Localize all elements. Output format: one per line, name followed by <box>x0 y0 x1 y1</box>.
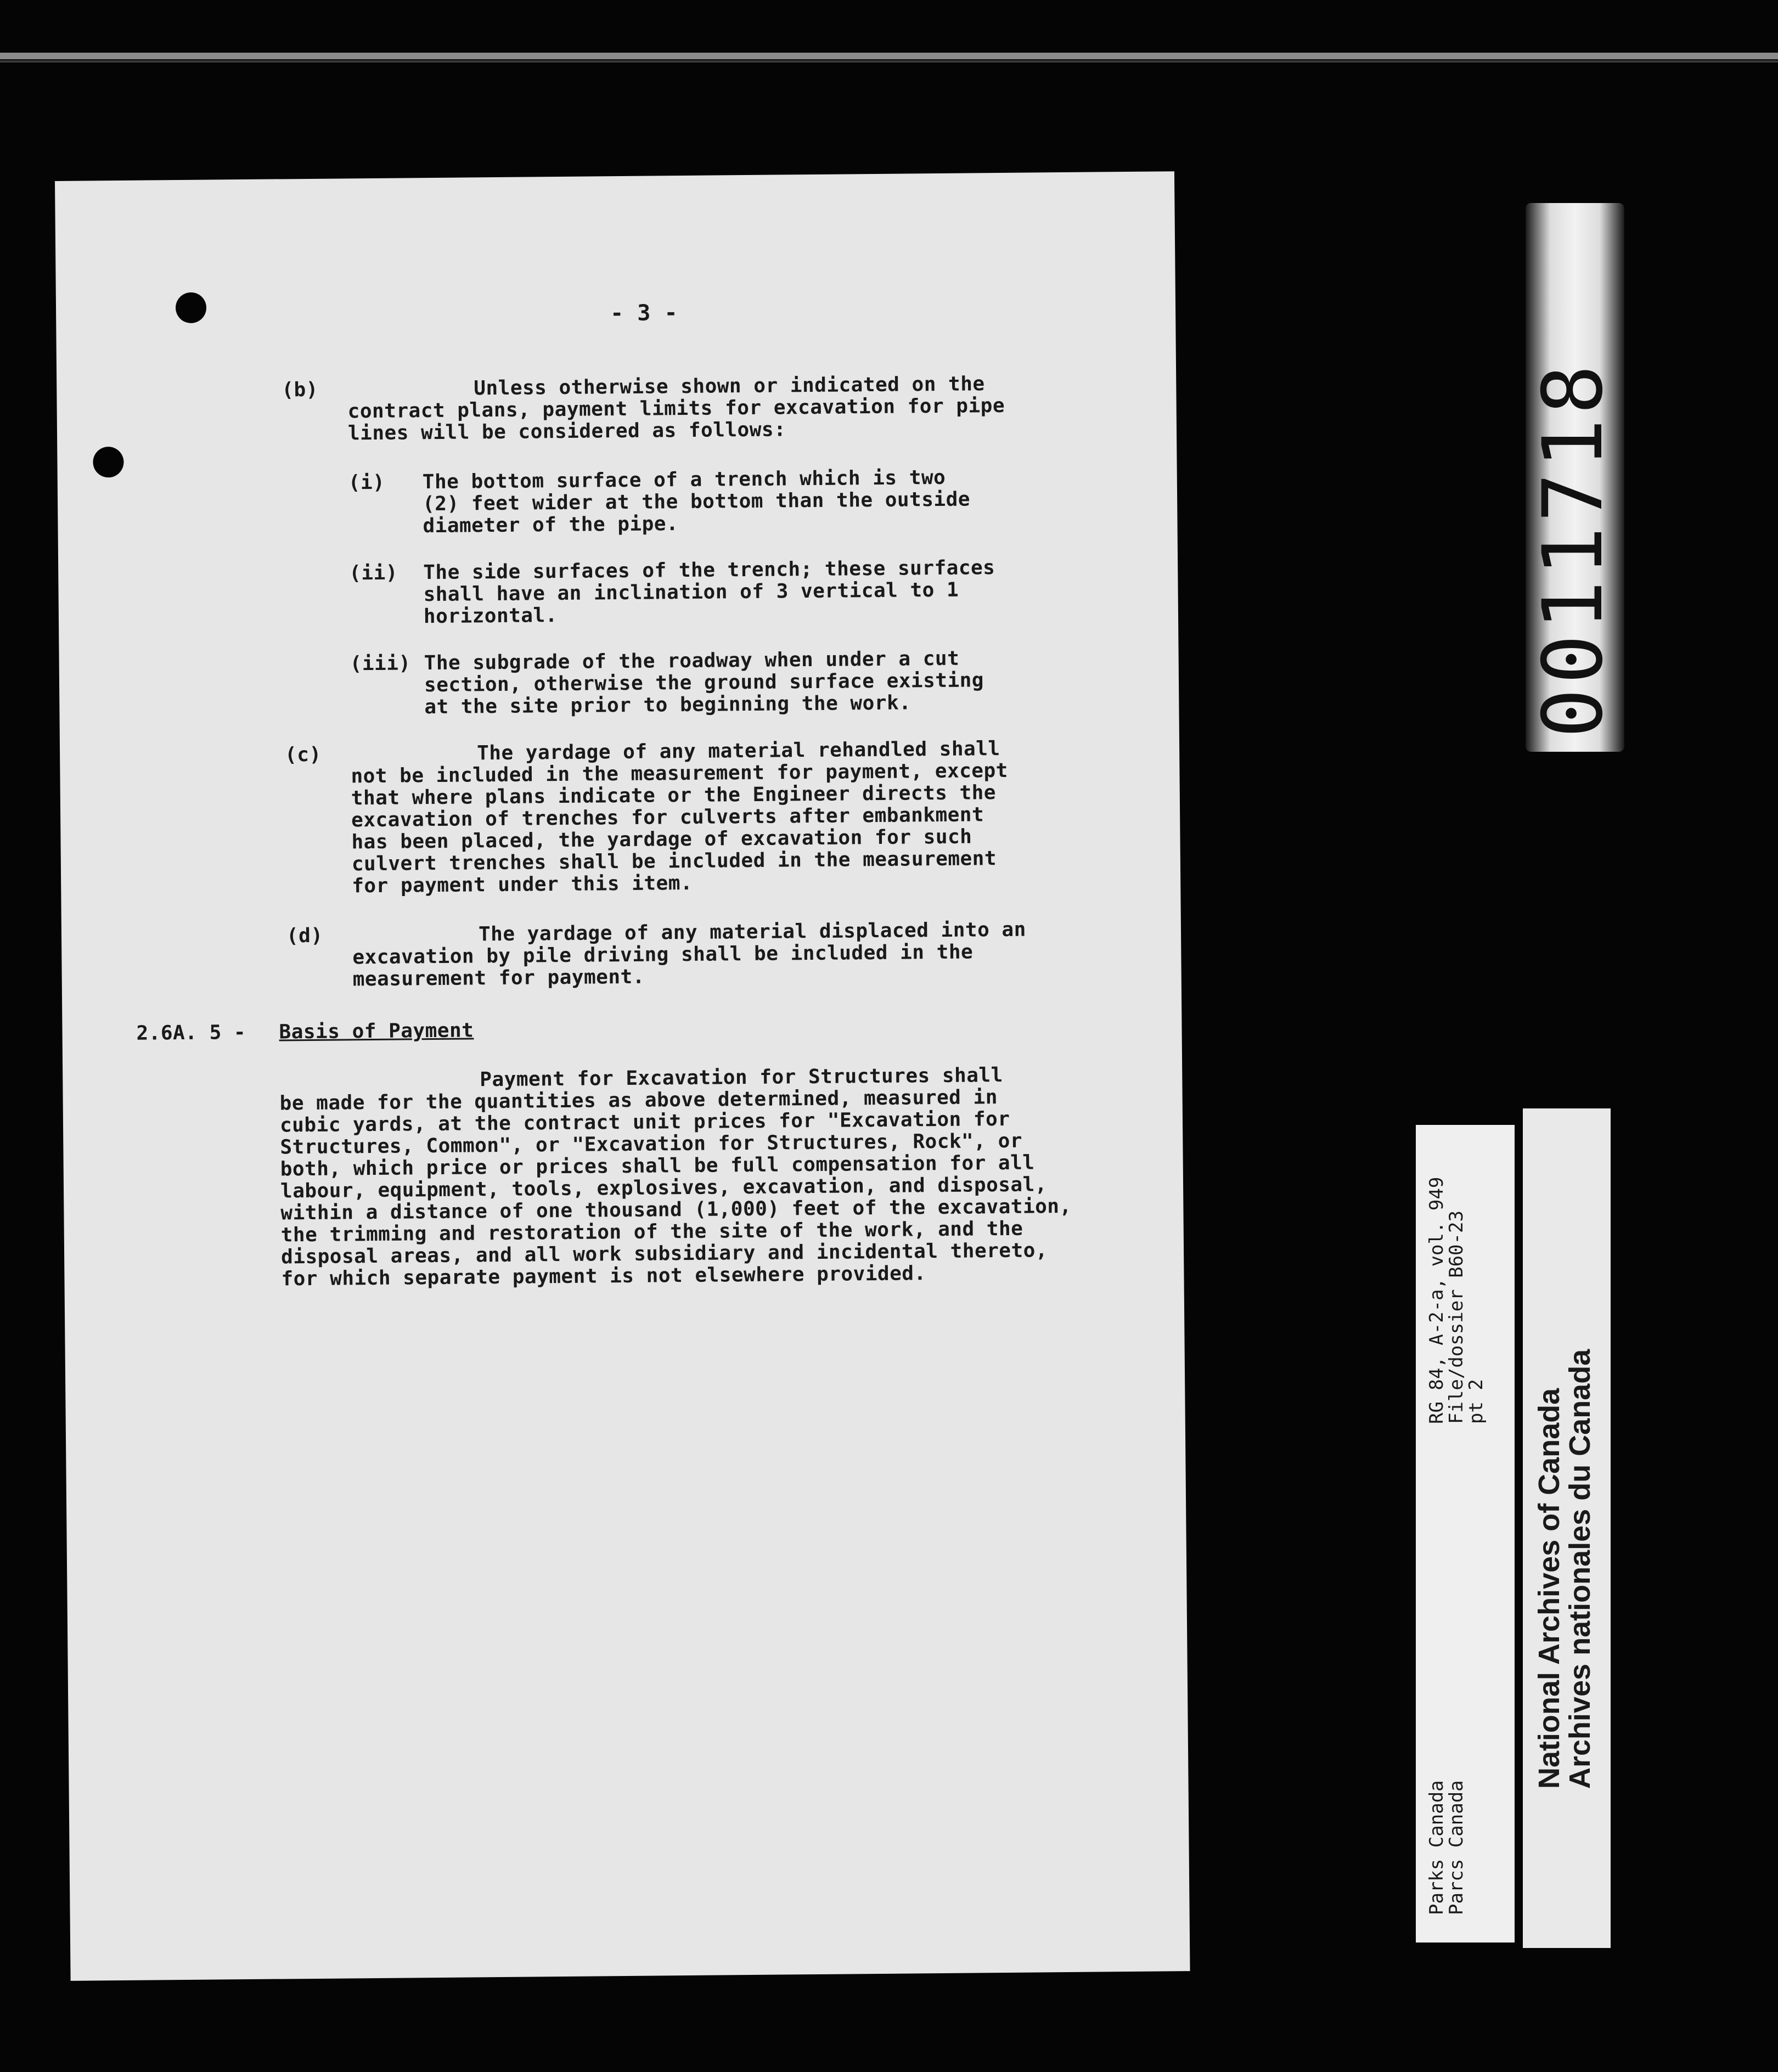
paragraph-line: not be included in the measurement for payment, except <box>351 759 1009 788</box>
film-edge-shadow <box>0 60 1778 63</box>
paragraph-line: section, otherwise the ground surface existing <box>424 669 984 697</box>
paragraph-line: disposal areas, and all work subsidiary and incidental thereto, <box>280 1239 1048 1269</box>
paragraph-line: The subgrade of the roadway when under a cut <box>424 647 960 675</box>
paragraph-line: The bottom surface of a trench which is two <box>422 466 946 494</box>
paragraph-line: Unless otherwise shown or indicated on the <box>474 373 985 400</box>
paragraph-line: (2) feet wider at the bottom than the outside <box>422 488 971 516</box>
item-label-iii: (iii) <box>350 652 411 675</box>
agency-english: Parks Canada <box>1426 1780 1448 1915</box>
reference-line-2: File/dossier B60-23 <box>1445 1210 1467 1424</box>
paragraph-line: the trimming and restoration of the site of the work, and the <box>280 1217 1023 1247</box>
section-heading: Basis of Payment <box>279 1019 474 1044</box>
paragraph-line: that where plans indicate or the Engineer directs the <box>351 781 997 810</box>
item-label-b: (b) <box>282 378 319 402</box>
paragraph-line: shall have an inclination of 3 vertical to 1 <box>423 578 959 606</box>
paragraph-line: be made for the quantities as above determined, measured in <box>279 1086 998 1115</box>
punch-hole-top <box>176 292 206 323</box>
paragraph-line: both, which price or prices shall be full compensation for all <box>280 1151 1035 1181</box>
item-label-d: (d) <box>286 924 323 948</box>
paragraph-line: Structures, Common", or "Excavation for Structures, Rock", or <box>280 1129 1023 1159</box>
reference-line-1: RG 84, A-2-a, vol. 949 <box>1426 1176 1448 1424</box>
document-page <box>55 171 1190 1981</box>
paragraph-line: diameter of the pipe. <box>423 513 679 538</box>
paragraph-line: within a distance of one thousand (1,000) feet of the excavation, <box>280 1195 1072 1225</box>
item-label-i: (i) <box>348 471 385 494</box>
item-label-c: (c) <box>284 743 322 767</box>
paragraph-line: cubic yards, at the contract unit prices for "Excavation for <box>279 1107 1010 1137</box>
paragraph-line: has been placed, the yardage of excavation for such <box>351 825 972 854</box>
paragraph-line: for which separate payment is not elsewhere provided. <box>281 1262 926 1291</box>
paragraph-line: for payment under this item. <box>352 871 693 898</box>
national-archives-label <box>1523 1108 1611 1948</box>
paragraph-line: horizontal. <box>423 604 558 628</box>
paragraph-line: Payment for Excavation for Structures shall <box>480 1063 1003 1091</box>
paragraph-line: excavation of trenches for culverts after embankment <box>351 803 984 832</box>
page-number: - 3 - <box>610 300 678 326</box>
agency-french: Parcs Canada <box>1445 1780 1467 1915</box>
paragraph-line: measurement for payment. <box>352 965 645 991</box>
item-label-ii: (ii) <box>349 561 398 585</box>
reference-line-3: pt 2 <box>1465 1379 1487 1424</box>
paragraph-line: The yardage of any material displaced into an <box>478 918 1026 946</box>
paragraph-line: culvert trenches shall be included in the measurement <box>351 847 997 876</box>
paragraph-line: labour, equipment, tools, explosives, excavation, and disposal, <box>280 1173 1048 1203</box>
paragraph-line: The yardage of any material rehandled shall <box>476 737 1000 765</box>
section-number: 2.6A. 5 - <box>136 1021 246 1045</box>
paragraph-line: contract plans, payment limits for excavation for pipe <box>347 394 1005 423</box>
archive-reference-label <box>1416 1125 1515 1942</box>
archives-french: Archives nationales du Canada <box>1563 1349 1596 1789</box>
paragraph-line: at the site prior to beginning the work. <box>424 691 911 719</box>
paragraph-line: excavation by pile driving shall be included in the <box>352 941 974 969</box>
punch-hole-bottom <box>93 447 123 477</box>
paragraph-line: The side surfaces of the trench; these surfaces <box>423 556 995 584</box>
archives-english: National Archives of Canada <box>1533 1388 1566 1789</box>
film-edge-rule <box>0 53 1778 59</box>
paragraph-line: lines will be considered as follows: <box>347 418 786 445</box>
frame-number-stamp <box>1526 203 1624 752</box>
frame-number: 0011718 <box>1526 360 1621 738</box>
